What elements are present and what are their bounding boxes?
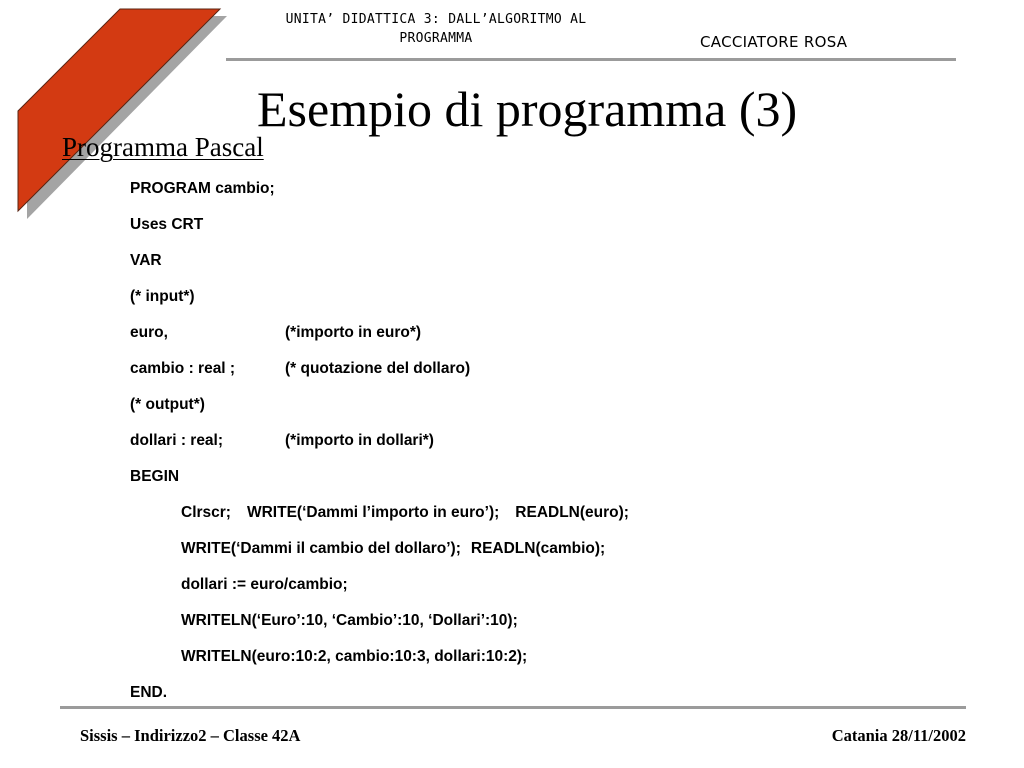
header-divider (226, 58, 956, 61)
footer-course: Sissis – Indirizzo2 – Classe 42A (80, 726, 301, 745)
code-comment: (* quotazione del dollaro) (285, 360, 471, 377)
code-line (130, 431, 629, 467)
code-text: VAR (130, 252, 162, 269)
code-line (130, 323, 629, 359)
code-line (130, 539, 629, 575)
code-text: WRITE(‘Dammi il cambio del dollaro’); (181, 540, 461, 557)
code-line (130, 287, 629, 323)
code-line (130, 467, 629, 503)
code-text: END. (130, 684, 168, 701)
code-line (130, 179, 629, 215)
unit-title-line2: PROGRAMMA (399, 31, 473, 46)
code-comment: (*importo in dollari*) (285, 432, 434, 449)
code-text: WRITELN(‘Euro’:10, ‘Cambio’:10, ‘Dollari’:10); (181, 612, 518, 629)
code-text: (* output*) (130, 396, 205, 413)
code-text: dollari : real; (130, 432, 224, 449)
code-text: Clrscr; (181, 504, 231, 521)
unit-title (214, 10, 658, 48)
code-line (130, 647, 629, 683)
code-text: BEGIN (130, 468, 180, 485)
code-line (130, 251, 629, 287)
unit-title-line1: UNITA’ DIDATTICA 3: DALL’ALGORITMO AL (285, 12, 587, 27)
code-text: READLN(euro); (515, 504, 629, 521)
footer-date: Catania 28/11/2002 (831, 726, 966, 745)
slide-title: Esempio di programma (3) (257, 81, 798, 137)
code-text: Uses CRT (130, 216, 204, 233)
code-line (130, 503, 629, 539)
code-text: cambio : real ; (130, 360, 236, 377)
footer-divider (60, 706, 966, 709)
code-text: (* input*) (130, 288, 195, 305)
code-text: READLN(cambio); (470, 540, 606, 557)
author-name: CACCIATORE ROSA (700, 33, 848, 51)
code-line (130, 575, 629, 611)
code-line (130, 683, 629, 719)
code-text: euro, (130, 324, 168, 341)
code-comment: (*importo in euro*) (285, 324, 422, 341)
pascal-code-listing (130, 179, 629, 719)
code-text: dollari := euro/cambio; (181, 576, 348, 593)
code-line (130, 611, 629, 647)
code-line (130, 359, 629, 395)
code-line (130, 395, 629, 431)
code-text: WRITELN(euro:10:2, cambio:10:3, dollari:10:2); (181, 648, 528, 665)
slide-subtitle: Programma Pascal (62, 132, 264, 162)
code-line (130, 215, 629, 251)
code-text: PROGRAM cambio; (130, 180, 275, 197)
code-text: WRITE(‘Dammi l’importo in euro’); (246, 504, 500, 521)
